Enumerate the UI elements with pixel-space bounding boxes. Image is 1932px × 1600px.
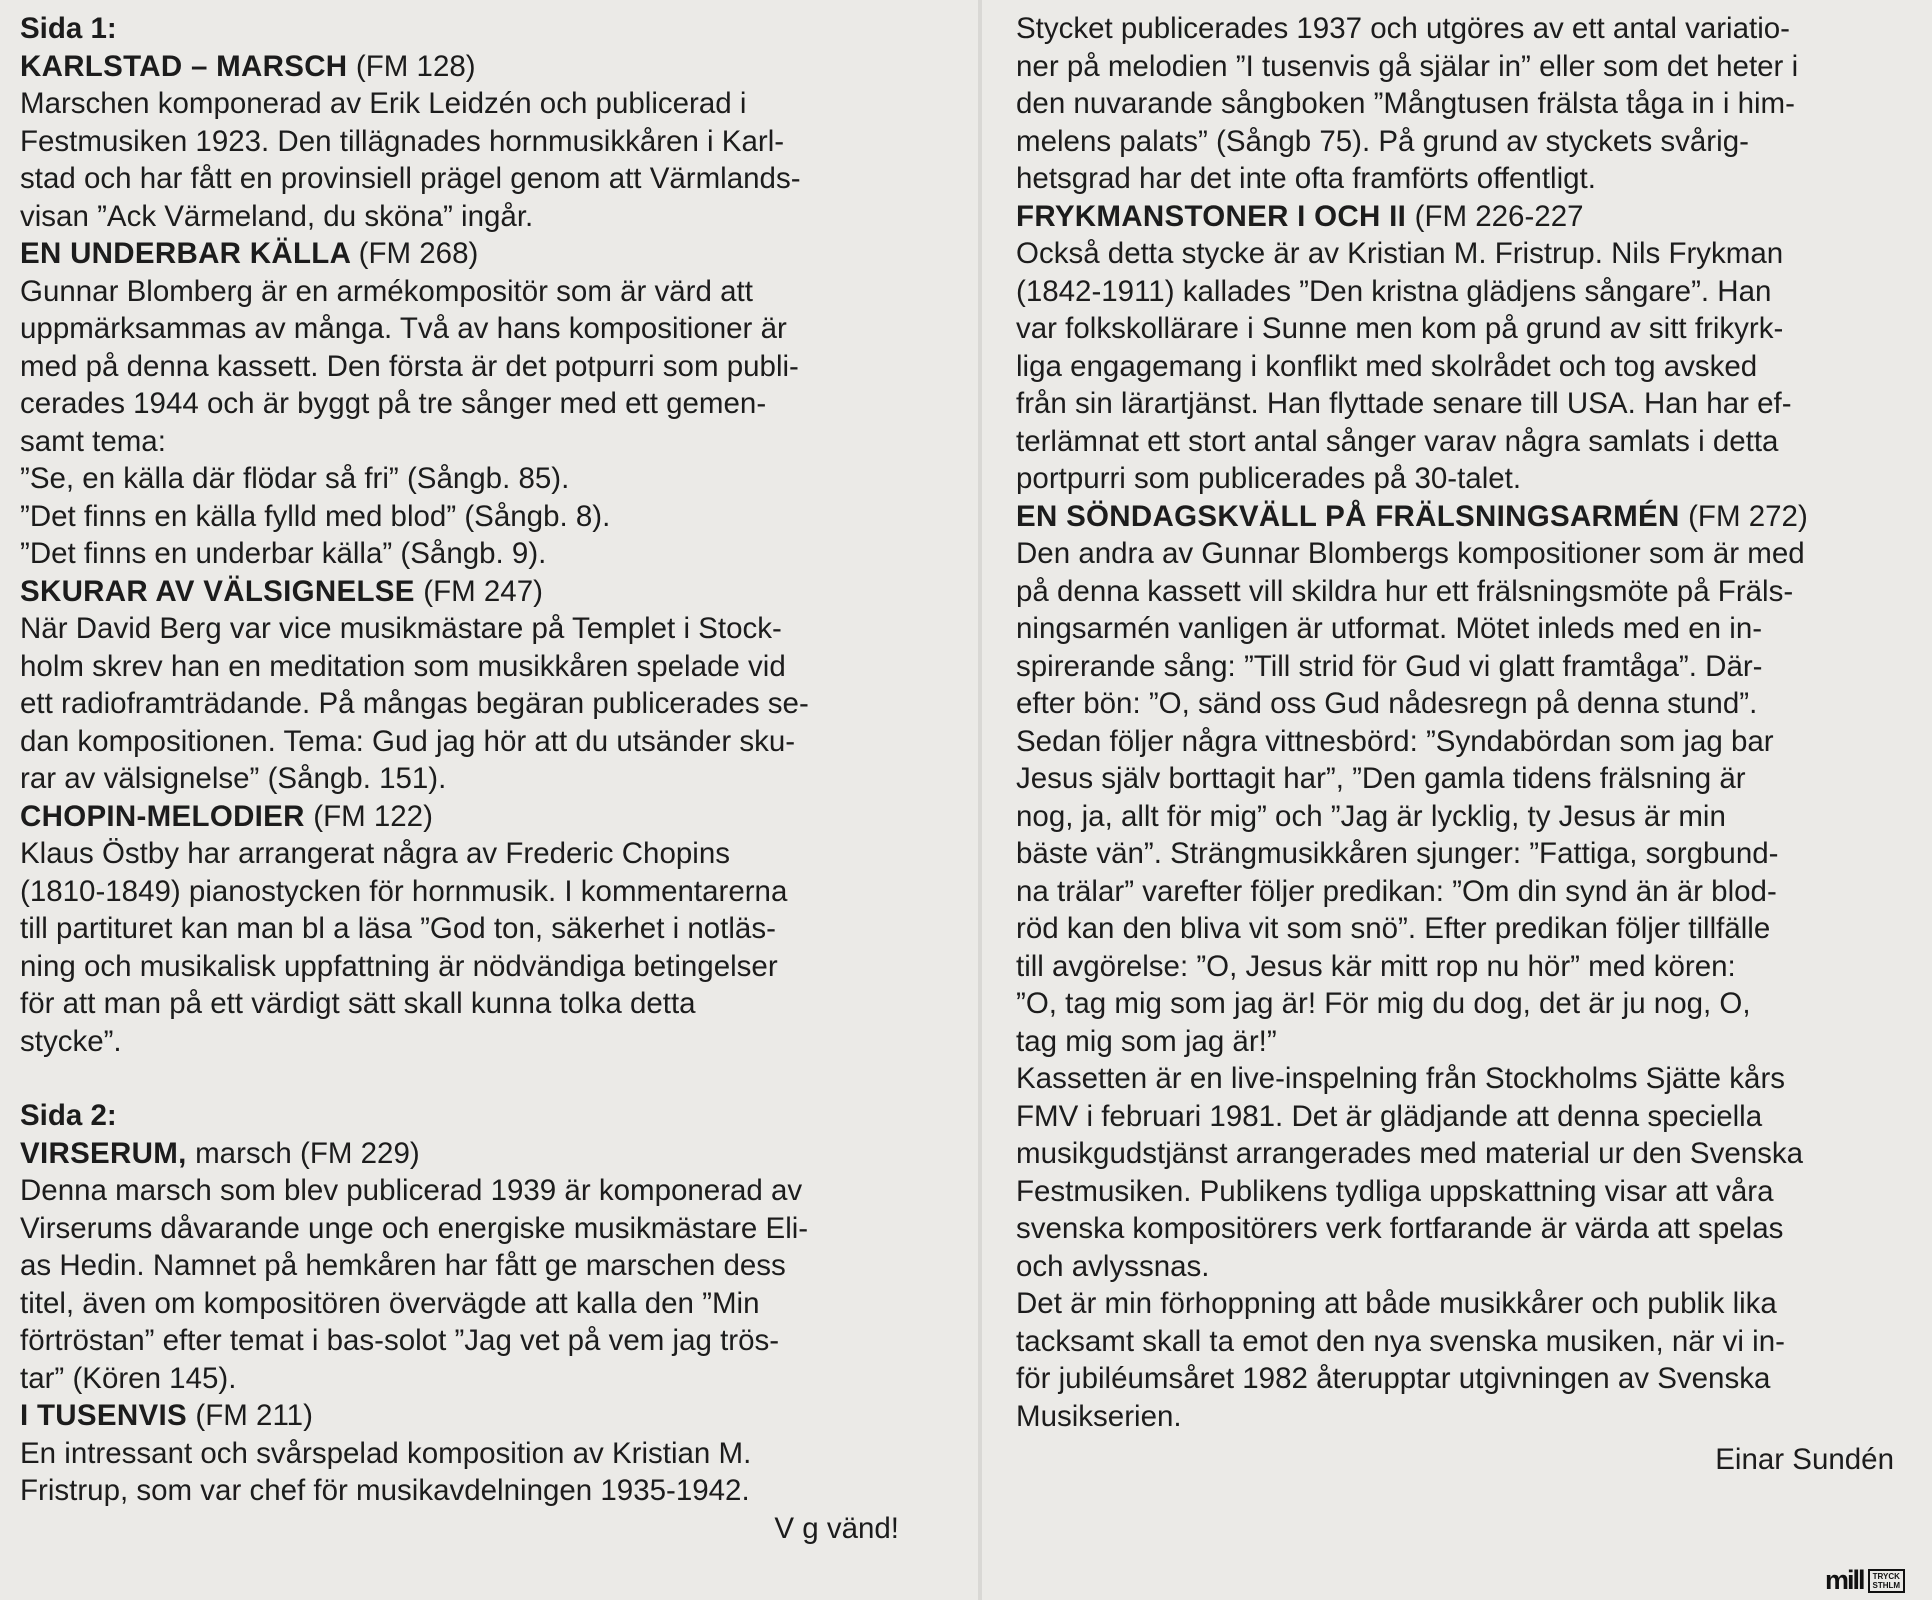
text-line: ”Se, en källa där flödar så fri” (Sångb. 85).: [20, 462, 570, 495]
section-heading: [20, 798, 905, 836]
side-1-label: Sida 1:: [20, 12, 117, 45]
section-title: SKURAR AV VÄLSIGNELSE: [20, 574, 415, 608]
section-code: marsch (FM 229): [195, 1136, 420, 1170]
turn-page-note: V g vänd!: [774, 1511, 899, 1545]
section-code: (FM 128): [355, 49, 476, 83]
text-line: När David Berg var vice musikmästare på Templet i Stock-: [20, 612, 782, 645]
text-line: från sin lärartjänst. Han flyttade senare till USA. Han har ef-: [1016, 387, 1792, 420]
text-line: var folkskollärare i Sunne men kom på grund av sitt frikyrk-: [1016, 312, 1784, 345]
text-line: as Hedin. Namnet på hemkåren har fått ge marschen dess: [20, 1249, 786, 1282]
section: [20, 1135, 905, 1398]
text-line: En intressant och svårspelad komposition av Kristian M.: [20, 1436, 752, 1470]
section: [20, 798, 905, 1061]
text-line: na trälar” varefter följer predikan: ”Om din synd än är blod-: [1016, 874, 1777, 908]
text-line: Den andra av Gunnar Blombergs kompositioner som är med: [1016, 537, 1805, 570]
section: [20, 235, 905, 573]
signature: Einar Sundén: [1715, 1443, 1894, 1476]
text-line: tar” (Kören 145).: [20, 1361, 237, 1395]
text-line: Musikserien.: [1016, 1399, 1182, 1433]
section-heading: [20, 573, 905, 611]
right-column: [1016, 10, 1902, 1479]
section-title: VIRSERUM,: [20, 1136, 187, 1170]
text-line: dan kompositionen. Tema: Gud jag hör att du utsänder sku-: [20, 724, 796, 758]
text-line: (1810-1849) pianostycken för hornmusik. I kommentarerna: [20, 874, 788, 908]
left-column: [20, 10, 905, 1547]
text-line: Också detta stycke är av Kristian M. Fristrup. Nils Frykman: [1016, 237, 1784, 270]
text-line: ning och musikalisk uppfattning är nödvändiga betingelser: [20, 949, 778, 983]
text-line: musikgudstjänst arrangerades med material ur den Svenska: [1016, 1137, 1804, 1170]
text-line: cerades 1944 och är byggt på tre sånger med ett gemen-: [20, 387, 767, 420]
printer-logo-tag-top: TRYCK: [1872, 1571, 1900, 1581]
text-line: Klaus Östby har arrangerat några av Frederic Chopins: [20, 837, 730, 870]
text-line: tacksamt skall ta emot den nya svenska musiken, när vi in-: [1016, 1324, 1785, 1358]
text-line: stycke”.: [20, 1024, 122, 1058]
text-line: Jesus själv borttagit har”, ”Den gamla tidens frälsning är: [1016, 762, 1746, 795]
text-line: med på denna kassett. Den första är det potpurri som publi-: [20, 349, 799, 383]
text-line: till avgörelse: ”O, Jesus kär mitt rop nu hör” med kören:: [1016, 949, 1736, 983]
section-code: (FM 268): [358, 237, 479, 270]
section: [1016, 198, 1902, 498]
text-line: rar av välsignelse” (Sångb. 151).: [20, 762, 447, 795]
text-line: ”Det finns en underbar källa” (Sångb. 9).: [20, 537, 547, 570]
text-line: visan ”Ack Värmeland, du sköna” ingår.: [20, 199, 534, 233]
text-line: titel, även om kompositören övervägde att kalla den ”Min: [20, 1286, 760, 1320]
text-line: förtröstan” efter temat i bas-solot ”Jag vet på vem jag trös-: [20, 1324, 780, 1357]
text-line: FMV i februari 1981. Det är glädjande att denna speciella: [1016, 1099, 1763, 1133]
section-heading: [1016, 198, 1902, 236]
text-line: till partituret kan man bl a läsa ”God ton, säkerhet i notläs-: [20, 912, 776, 945]
right-sections: [1016, 198, 1902, 1061]
section: [20, 573, 905, 798]
text-line: liga engagemang i konflikt med skolrådet och tog avsked: [1016, 349, 1758, 383]
section-code: (FM 226-227: [1414, 199, 1584, 233]
section-code: (FM 247): [423, 574, 543, 608]
text-line: den nuvarande sångboken ”Mångtusen frälsta tåga in i him-: [1016, 87, 1795, 120]
text-line: och avlyssnas.: [1016, 1249, 1210, 1283]
text-line: tag mig som jag är!”: [1016, 1024, 1277, 1058]
text-line: holm skrev han en meditation som musikkåren spelade vid: [20, 649, 786, 683]
side-1-sections: [20, 48, 905, 1061]
section-heading: [20, 1397, 905, 1435]
text-line: Fristrup, som var chef för musikavdelningen 1935-1942.: [20, 1474, 750, 1507]
text-line: Det är min förhoppning att både musikkårer och publik lika: [1016, 1287, 1777, 1320]
side-2-sections: [20, 1135, 905, 1510]
text-line: Gunnar Blomberg är en armékompositör som är värd att: [20, 274, 753, 308]
spacer: [20, 1060, 905, 1097]
section-title: CHOPIN-MELODIER: [20, 799, 305, 833]
text-line: stad och har fått en provinsiell prägel genom att Värmlands-: [20, 162, 801, 195]
printer-logo: [1825, 1567, 1905, 1594]
text-line: Denna marsch som blev publicerad 1939 är komponerad av: [20, 1174, 803, 1207]
text-line: Virserums dåvarande unge och energiske musikmästare Eli-: [20, 1211, 809, 1245]
printer-logo-tag-bottom: STHLM: [1872, 1580, 1901, 1590]
text-line: Festmusiken 1923. Den tillägnades hornmusikkåren i Karl-: [20, 124, 785, 158]
text-line: för jubiléumsåret 1982 återupptar utgivningen av Svenska: [1016, 1362, 1771, 1395]
text-line: (1842-1911) kallades ”Den kristna glädjens sångare”. Han: [1016, 274, 1772, 308]
section-heading: [20, 235, 905, 273]
text-line: hetsgrad har det inte ofta framförts offentligt.: [1016, 162, 1596, 195]
section-title: KARLSTAD – MARSCH: [20, 49, 348, 83]
section-title: EN SÖNDAGSKVÄLL PÅ FRÄLSNINGSARMÉN: [1016, 499, 1680, 533]
side-2-label: Sida 2:: [20, 1099, 117, 1132]
text-line: bäste vän”. Strängmusikkåren sjunger: ”Fattiga, sorgbund-: [1016, 837, 1779, 870]
final-paragraph: [1016, 1285, 1902, 1435]
intro-paragraph: [1016, 10, 1902, 198]
printer-logo-tag: [1868, 1569, 1906, 1593]
section: [20, 48, 905, 236]
text-line: spirerande sång: ”Till strid för Gud vi glatt framtåga”. Där-: [1016, 649, 1763, 683]
text-line: Sedan följer några vittnesbörd: ”Syndabördan som jag bar: [1016, 724, 1774, 758]
section-heading: [1016, 498, 1902, 536]
text-line: nog, ja, allt för mig” och ”Jag är lycklig, ty Jesus är min: [1016, 799, 1726, 833]
section-title: FRYKMANSTONER I OCH II: [1016, 199, 1407, 233]
section-heading: [20, 48, 905, 86]
section: [20, 1397, 905, 1510]
text-line: melens palats” (Sångb 75). På grund av styckets svårig-: [1016, 124, 1749, 158]
text-line: Marschen komponerad av Erik Leidzén och publicerad i: [20, 87, 747, 120]
section-code: (FM 211): [195, 1399, 313, 1432]
text-line: på denna kassett vill skildra hur ett frälsningsmöte på Fräls-: [1016, 574, 1794, 608]
text-line: ”Det finns en källa fylld med blod” (Sångb. 8).: [20, 499, 611, 533]
text-line: ningsarmén vanligen är utformat. Mötet inleds med en in-: [1016, 612, 1763, 645]
text-line: ner på melodien ”I tusenvis gå själar in” eller som det heter i: [1016, 49, 1799, 83]
text-line: röd kan den bliva vit som snö”. Efter predikan följer tillfälle: [1016, 912, 1771, 945]
text-line: Stycket publicerades 1937 och utgöres av ett antal variatio-: [1016, 12, 1791, 45]
text-line: efter bön: ”O, sänd oss Gud nådesregn på denna stund”.: [1016, 687, 1758, 720]
text-line: terlämnat ett stort antal sånger varav några samlats i detta: [1016, 424, 1779, 458]
text-line: portpurri som publicerades på 30-talet.: [1016, 462, 1522, 495]
text-line: ”O, tag mig som jag är! För mig du dog, det är ju nog, O,: [1016, 987, 1751, 1020]
section: [1016, 498, 1902, 1061]
text-line: Kassetten är en live-inspelning från Stockholms Sjätte kårs: [1016, 1062, 1786, 1095]
text-line: uppmärksammas av många. Två av hans kompositioner är: [20, 312, 787, 345]
printer-logo-mark: mill: [1825, 1565, 1864, 1595]
section-heading: [20, 1135, 905, 1173]
text-line: svenska kompositörers verk fortfarande är värda att spelas: [1016, 1212, 1784, 1245]
closing-paragraph: [1016, 1060, 1902, 1285]
section-code: (FM 272): [1688, 499, 1808, 533]
text-line: Festmusiken. Publikens tydliga uppskattning visar att våra: [1016, 1174, 1774, 1208]
section-title: I TUSENVIS: [20, 1399, 187, 1432]
text-line: samt tema:: [20, 424, 166, 458]
text-line: för att man på ett värdigt sätt skall kunna tolka detta: [20, 987, 696, 1020]
section-title: EN UNDERBAR KÄLLA: [20, 237, 351, 270]
section-code: (FM 122): [313, 799, 433, 833]
text-line: ett radioframträdande. På mångas begäran publicerades se-: [20, 687, 809, 720]
